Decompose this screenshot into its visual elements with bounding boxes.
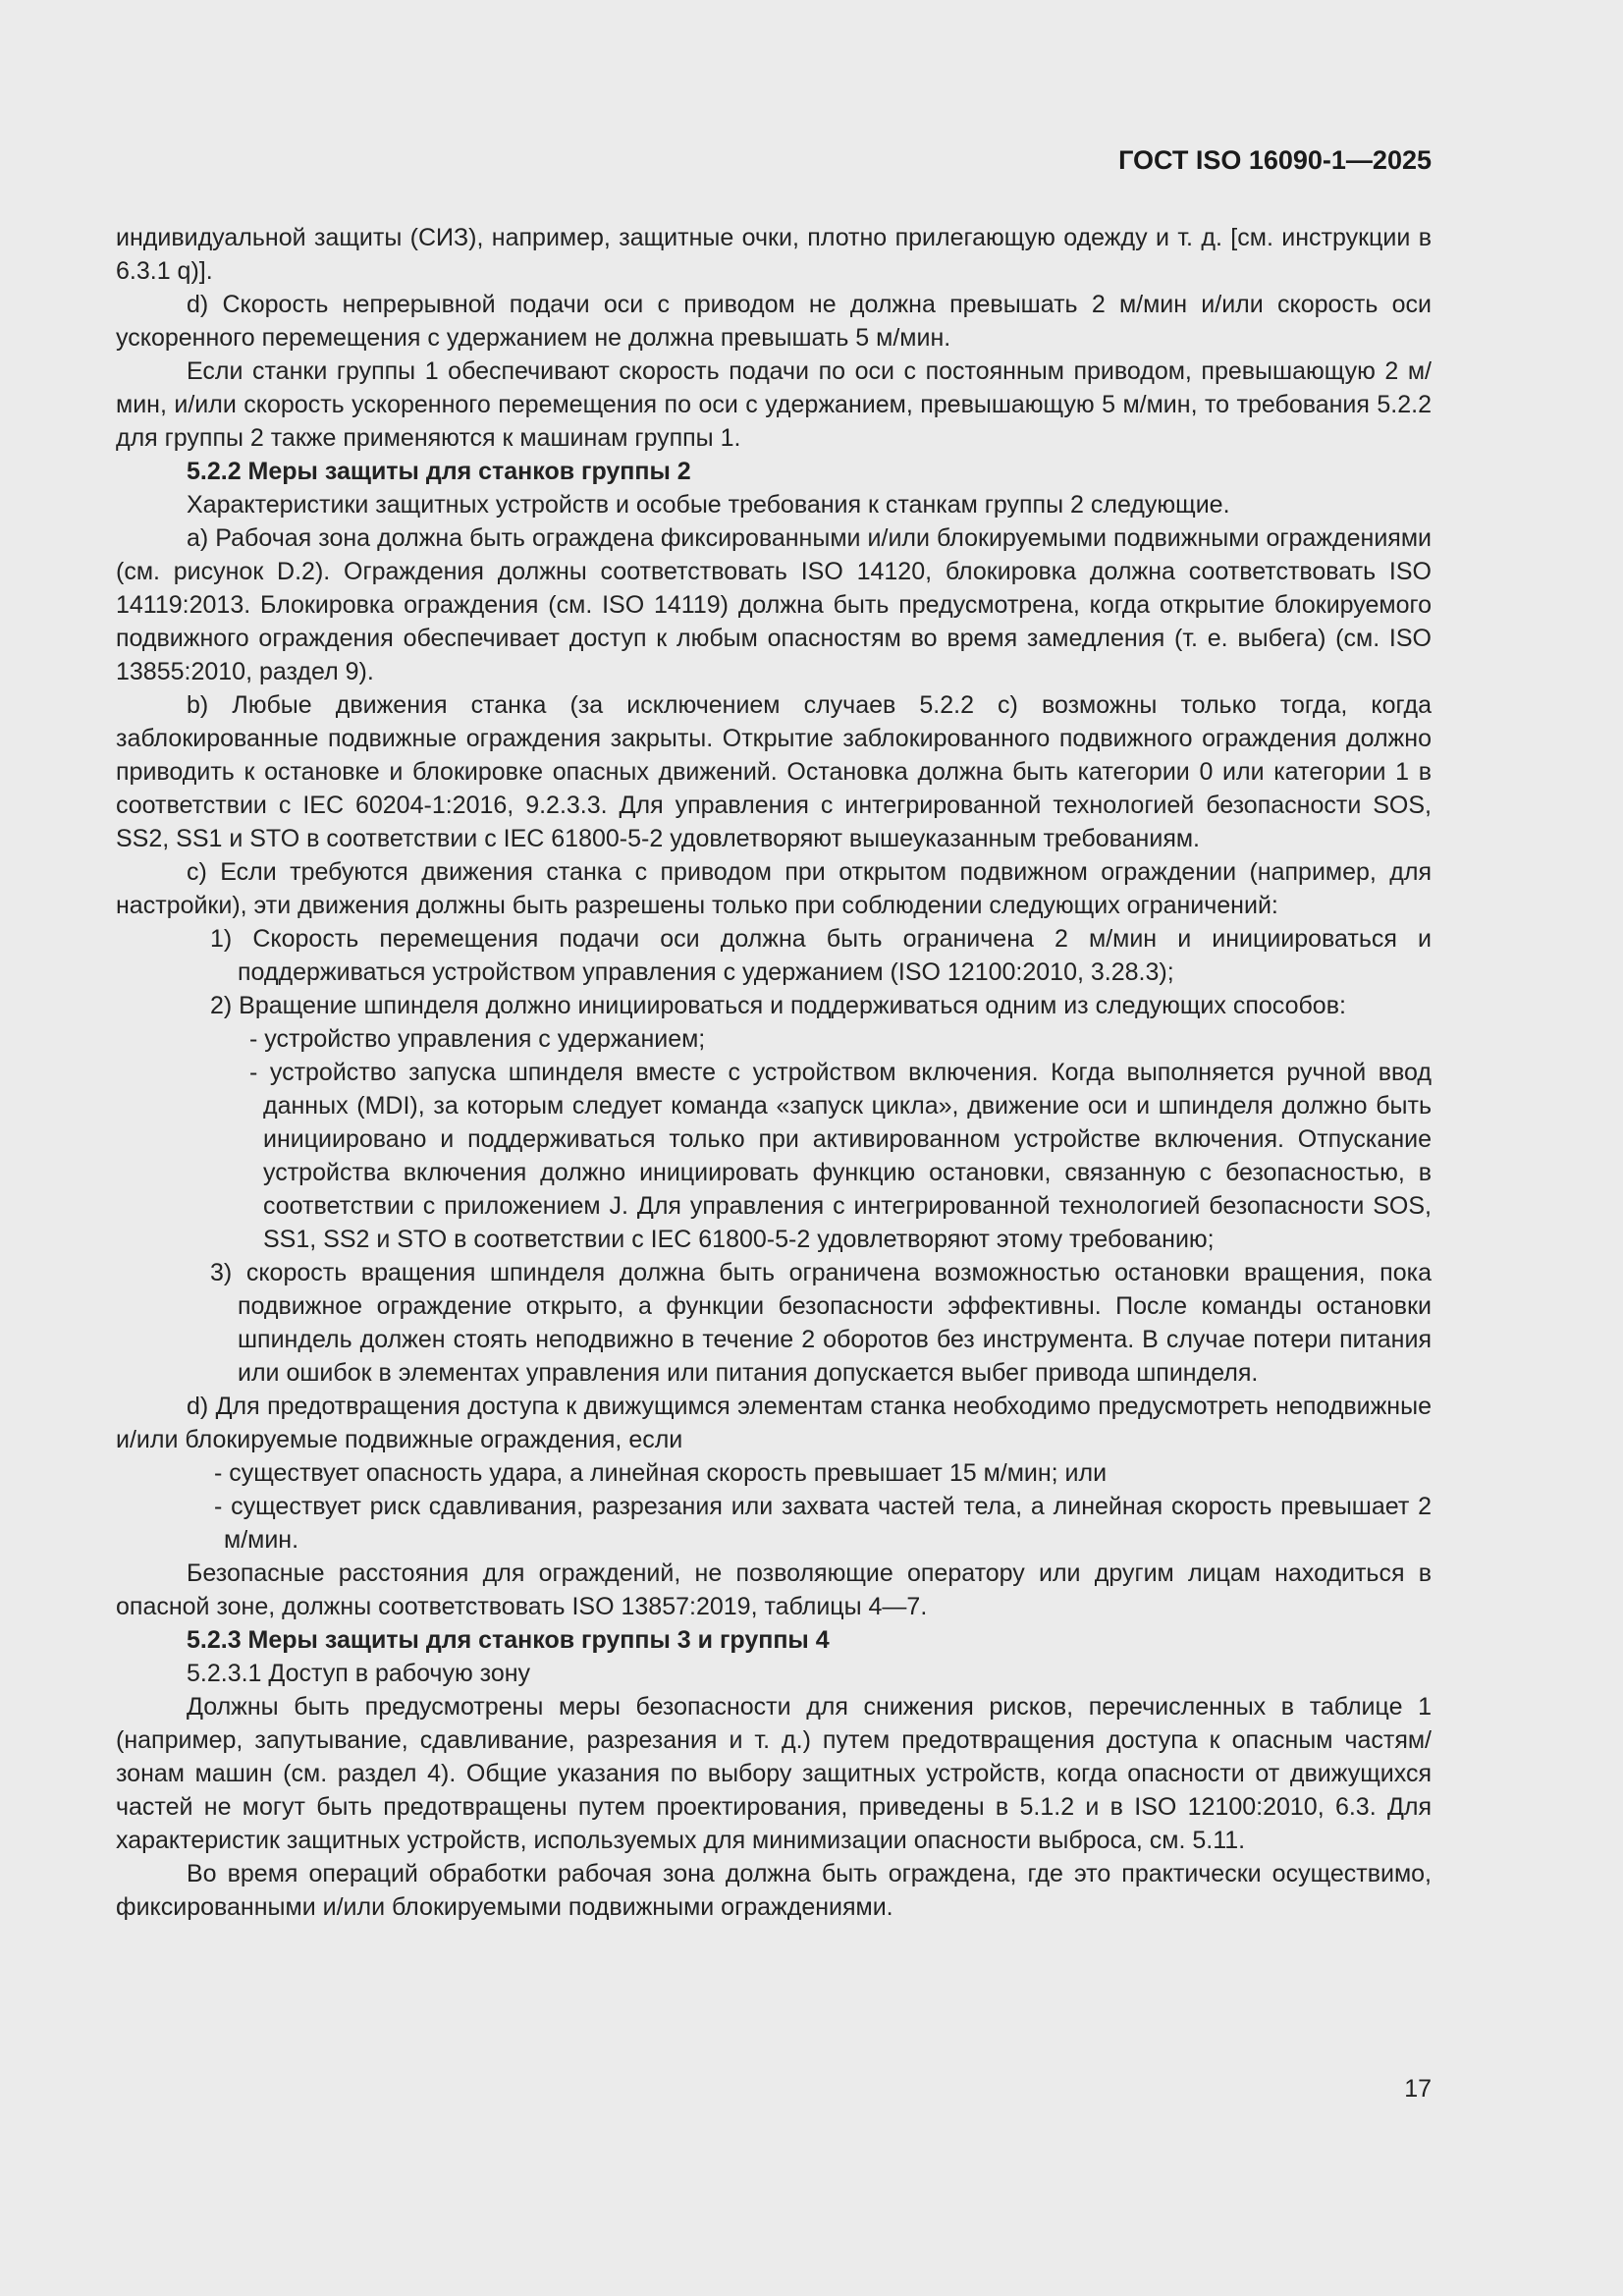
paragraph: Если станки группы 1 обеспечивают скорость подачи по оси с постоянным приводом, превышающую 2 м/мин, и/или скорость ускоренного перемещения по оси с удержанием, превышающую 5 м/мин, то требования 5.2.2 для группы 2 также применяются к машинам группы 1.	[116, 357, 1432, 452]
paragraph: d) Скорость непрерывной подачи оси с приводом не должна превышать 2 м/мин и/или скорость оси ускоренного перемещения с удержанием не должна превышать 5 м/мин.	[116, 291, 1432, 352]
paragraph: индивидуальной защиты (СИЗ), например, защитные очки, плотно прилегающую одежду и т. д. [см. инструкции в 6.3.1 q)].	[116, 224, 1432, 285]
list-item: 2) Вращение шпинделя должно инициироваться и поддерживаться одним из следующих способов:	[210, 992, 1346, 1019]
paragraph: Должны быть предусмотрены меры безопасности для снижения рисков, перечисленных в таблице 1 (например, запутывание, сдавливание, разрезания и т. д.) путем предотвращения доступа к опасным частям/зонам машин (см. раздел 4). Общие указания по выбору защитных устройств, когда опасности от движущихся частей не могут быть предотвращены путем проектирования, приведены в 5.1.2 и в ISO 12100:2010, 6.3. Для характеристик защитных устройств, используемых для минимизации опасности выброса, см. 5.11.	[116, 1693, 1432, 1854]
section-heading: 5.2.2 Меры защиты для станков группы 2	[187, 458, 691, 485]
list-item: - существует риск сдавливания, разрезания или захвата частей тела, а линейная скорость превышает 2 м/мин.	[214, 1493, 1432, 1554]
page-number: 17	[1404, 2075, 1432, 2103]
list-item: - устройство управления с удержанием;	[249, 1025, 706, 1053]
subsection-title: 5.2.3.1 Доступ в рабочую зону	[187, 1660, 531, 1687]
paragraph: Во время операций обработки рабочая зона должна быть ограждена, где это практически осуществимо, фиксированными и/или блокируемыми подвижными ограждениями.	[116, 1860, 1432, 1921]
section-heading: 5.2.3 Меры защиты для станков группы 3 и группы 4	[187, 1626, 830, 1654]
list-item: 3) скорость вращения шпинделя должна быть ограничена возможностью остановки вращения, пока подвижное ограждение открыто, а функции безопасности эффективны. После команды остановки шпиндель должен стоять неподвижно в течение 2 оборотов без инструмента. В случае потери питания или ошибок в элементах управления или питания допускается выбег привода шпинделя.	[210, 1259, 1432, 1387]
list-item: 1) Скорость перемещения подачи оси должна быть ограничена 2 м/мин и инициироваться и поддерживаться устройством управления с удержанием (ISO 12100:2010, 3.28.3);	[210, 925, 1432, 986]
paragraph: b) Любые движения станка (за исключением случаев 5.2.2 с) возможны только тогда, когда заблокированные подвижные ограждения закрыты. Открытие заблокированного подвижного ограждения должно приводить к остановке и блокировке опасных движений. Остановка должна быть категории 0 или категории 1 в соответствии с IEC 60204-1:2016, 9.2.3.3. Для управления с интегрированной технологией безопасности SOS, SS2, SS1 и STO в соответствии с IEC 61800-5-2 удовлетворяют вышеуказанным требованиям.	[116, 691, 1432, 852]
list-item: - существует опасность удара, а линейная скорость превышает 15 м/мин; или	[214, 1459, 1108, 1487]
paragraph: Характеристики защитных устройств и особые требования к станкам группы 2 следующие.	[187, 491, 1230, 519]
paragraph: Безопасные расстояния для ограждений, не позволяющие оператору или другим лицам находиться в опасной зоне, должны соответствовать ISO 13857:2019, таблицы 4—7.	[116, 1559, 1432, 1620]
list-item: - устройство запуска шпинделя вместе с устройством включения. Когда выполняется ручной ввод данных (MDI), за которым следует команда «запуск цикла», движение оси и шпинделя должно быть инициировано и поддерживаться только при активированном устройстве включения. Отпускание устройства включения должно инициировать функцию остановки, связанную с безопасностью, в соответствии с приложением J. Для управления с интегрированной технологией безопасности SOS, SS1, SS2 и STO в соответствии с IEC 61800-5-2 удовлетворяют этому требованию;	[249, 1059, 1432, 1253]
paragraph: d) Для предотвращения доступа к движущимся элементам станка необходимо предусмотреть неподвижные и/или блокируемые подвижные ограждения, если	[116, 1393, 1432, 1453]
paragraph: с) Если требуются движения станка с приводом при открытом подвижном ограждении (например, для настройки), эти движения должны быть разрешены только при соблюдении следующих ограничений:	[116, 858, 1432, 919]
standard-header: ГОСТ ISO 16090-1—2025	[1118, 145, 1432, 175]
document-body	[116, 221, 1432, 1924]
paragraph: а) Рабочая зона должна быть ограждена фиксированными и/или блокируемыми подвижными ограждениями (см. рисунок D.2). Ограждения должны соответствовать ISO 14120, блокировка должна соответствовать ISO 14119:2013. Блокировка ограждения (см. ISO 14119) должна быть предусмотрена, когда открытие блокируемого подвижного ограждения обеспечивает доступ к любым опасностям во время замедления (т. е. выбега) (см. ISO 13855:2010, раздел 9).	[116, 524, 1432, 685]
